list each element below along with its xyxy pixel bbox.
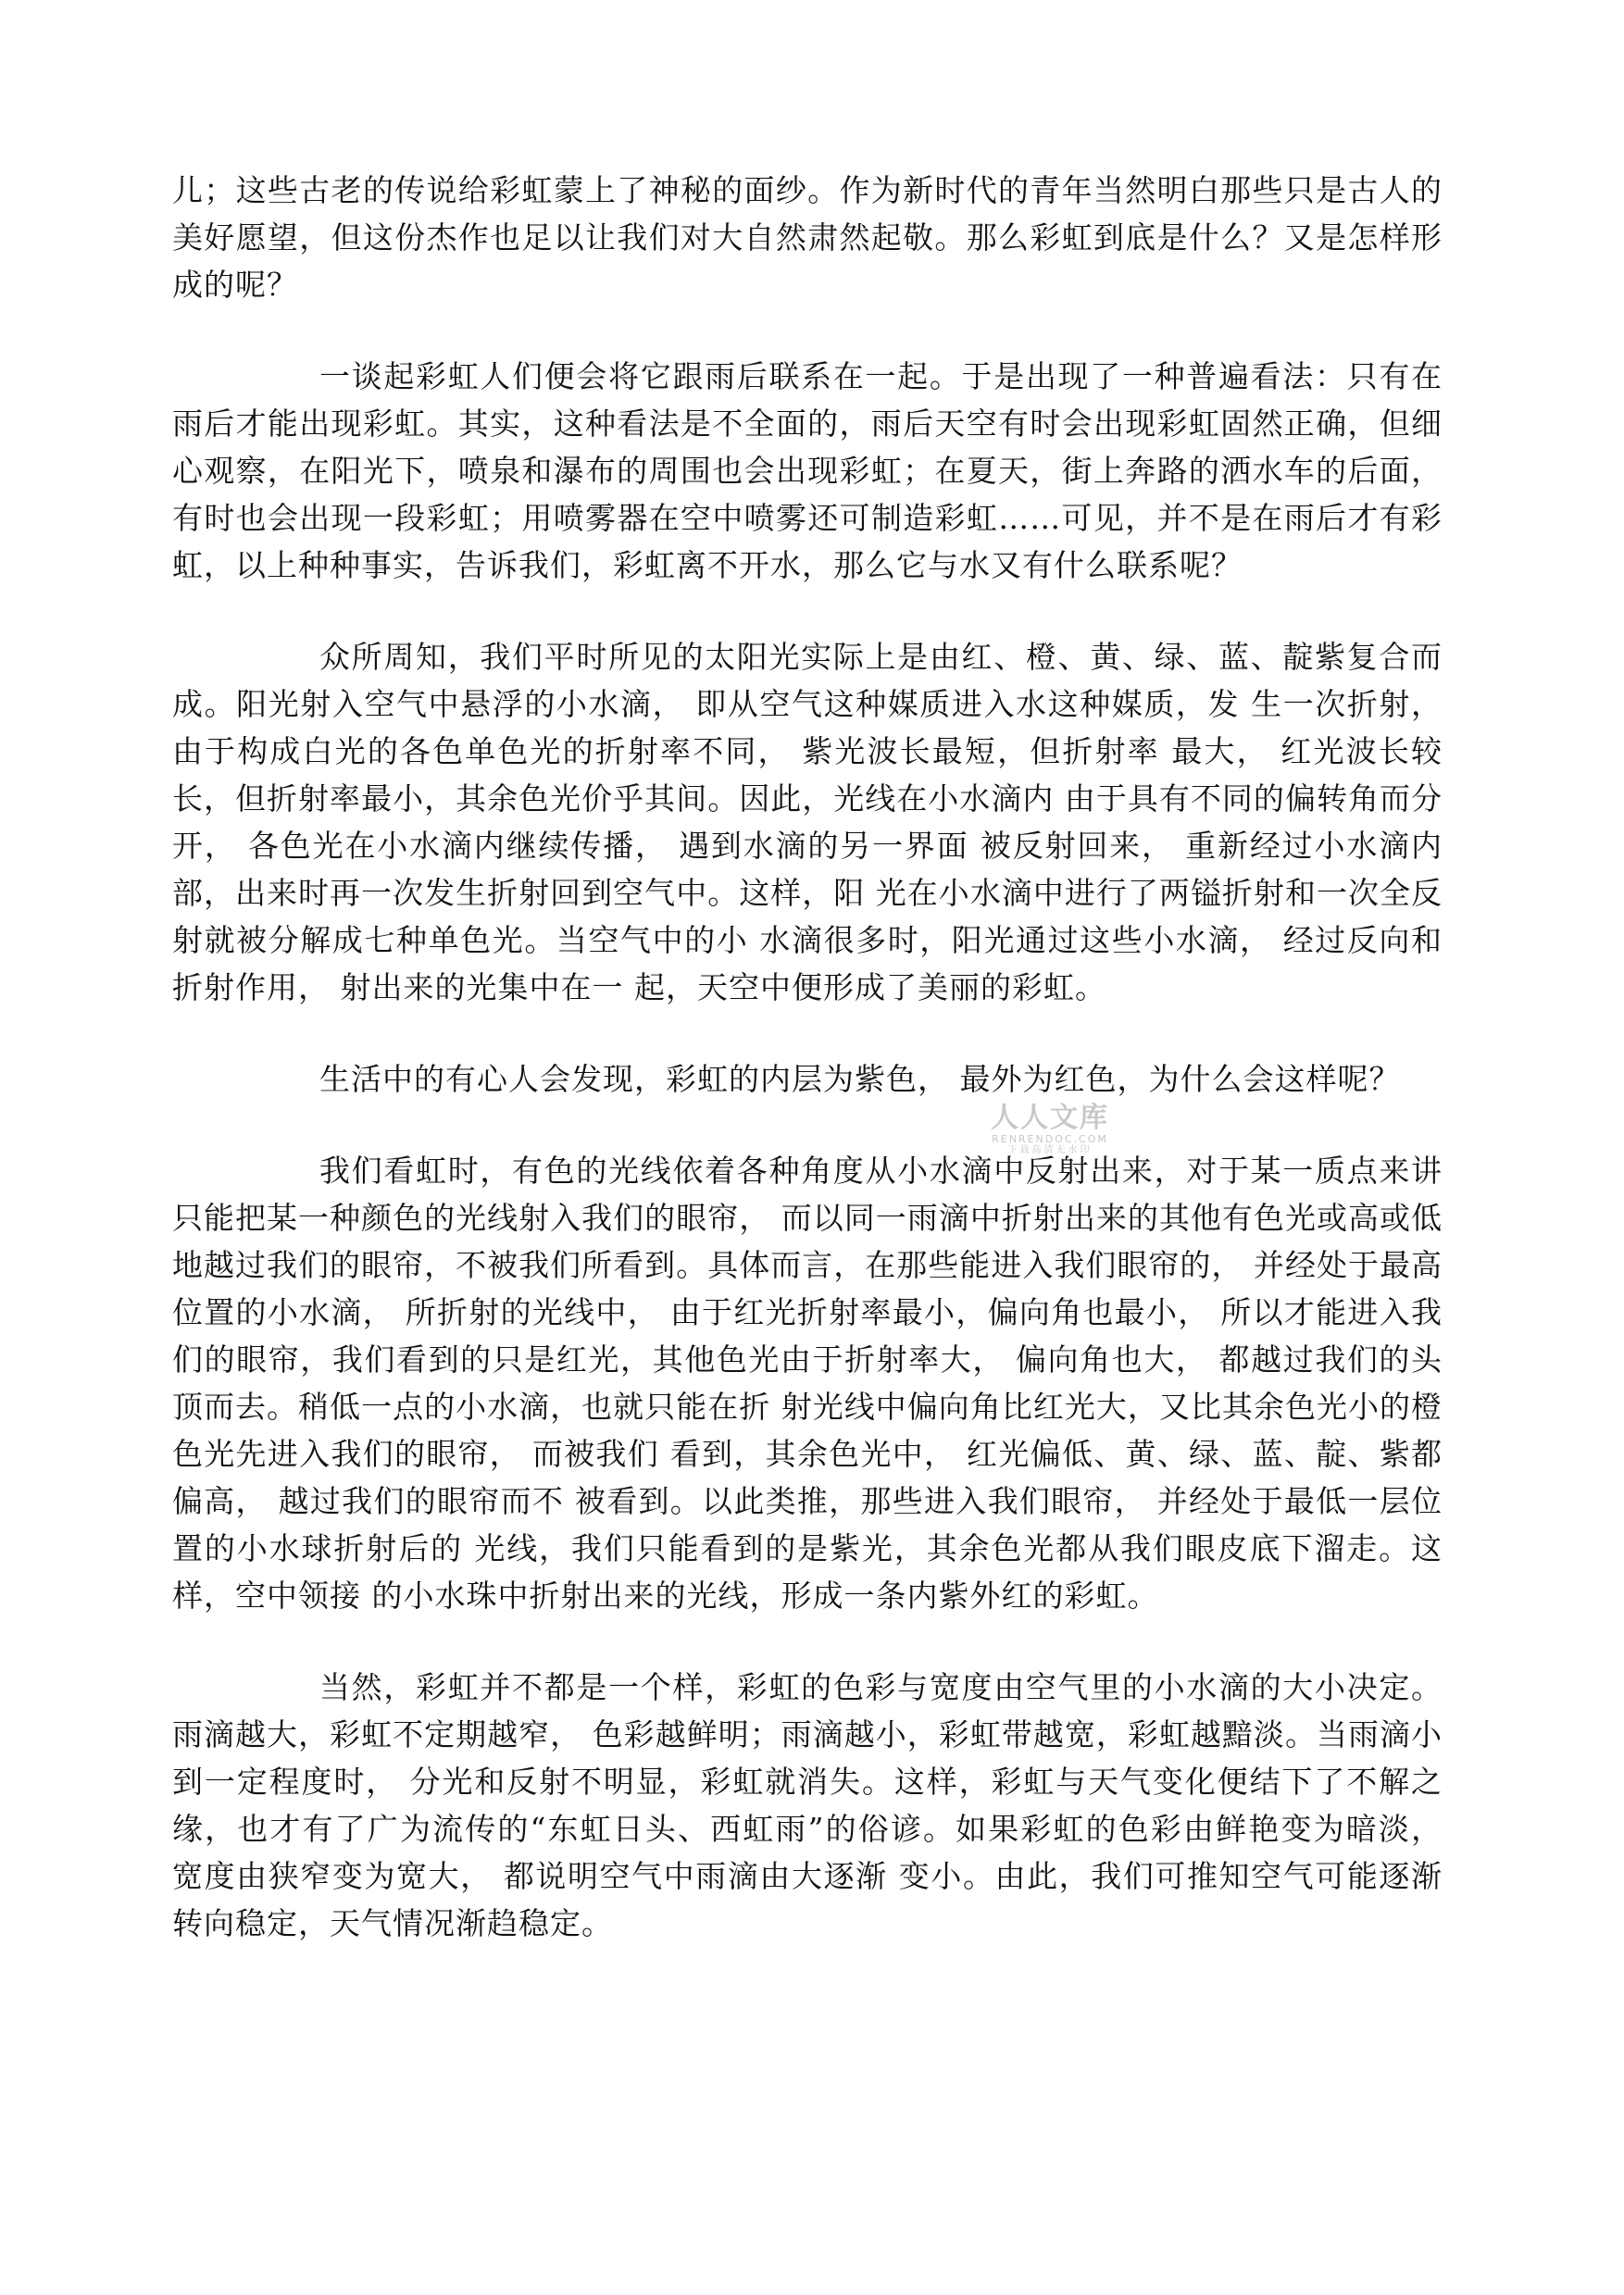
paragraph-6: 当然，彩虹并不都是一个样，彩虹的色彩与宽度由空气里的小水滴的大小决定。雨滴越大，彩虹不定期越窄， 色彩越鲜明；雨滴越小，彩虹带越宽，彩虹越黯淡。当雨滴小到一定程度时， 分光和反射不明显，彩虹就消失。这样，彩虹与天气变化便结下了不解之缘，也才有了广为流传的“东虹日头、西虹雨”的俗谚。如果彩虹的色彩由鲜艳变为暗淡， 宽度由狭窄变为宽大， 都说明空气中雨滴由大逐渐 变小。由此，我们可推知空气可能逐渐转向稳定，天气情况渐趋稳定。 <box>172 1669 1443 1941</box>
paragraph-4: 生活中的有心人会发现，彩虹的内层为紫色， 最外为红色，为什么会这样呢？ <box>319 1061 1401 1097</box>
watermark-url: RENRENDOC.COM <box>992 1133 1108 1145</box>
paragraph-2: 一谈起彩虹人们便会将它跟雨后联系在一起。于是出现了一种普遍看法：只有在雨后才能出现彩虹。其实，这种看法是不全面的，雨后天空有时会出现彩虹固然正确，但细心观察，在阳光下，喷泉和瀑布的周围也会出现彩虹；在夏天，街上奔路的洒水车的后面，有时也会出现一段彩虹；用喷雾器在空中喷雾还可制造彩虹……可见，并不是在雨后才有彩虹，以上种种事实，告诉我们，彩虹离不开水，那么它与水又有什么联系呢？ <box>172 358 1443 583</box>
document-body <box>172 167 1443 1991</box>
watermark-tagline: 下载高清无水印 <box>1007 1145 1093 1155</box>
watermark-logo: 人人文库 <box>991 1102 1109 1134</box>
watermark <box>976 1104 1124 1156</box>
paragraph-1: 儿；这些古老的传说给彩虹蒙上了神秘的面纱。作为新时代的青年当然明白那些只是古人的美好愿望，但这份杰作也足以让我们对大自然肃然起敬。那么彩虹到底是什么？又是怎样形成的呢？ <box>172 172 1443 303</box>
paragraph-3: 众所周知，我们平时所见的太阳光实际上是由红、橙、黄、绿、蓝、靛紫复合而成。阳光射入空气中悬浮的小水滴， 即从空气这种媒质进入水这种媒质，发 生一次折射， 由于构成白光的各色单色光的折射率不同， 紫光波长最短，但折射率 最大， 红光波长较长，但折射率最小，其余色光价乎其间。因此，光线在小水滴内 由于具有不同的偏转角而分开， 各色光在小水滴内继续传播， 遇到水滴的另一界面 被反射回来， 重新经过小水滴内部，出来时再一次发生折射回到空气中。这样，阳 光在小水滴中进行了两镒折射和一次全反射就被分解成七种单色光。当空气中的小 水滴很多时，阳光通过这些小水滴， 经过反向和折射作用， 射出来的光集中在一 起，天空中便形成了美丽的彩虹。 <box>172 639 1443 1005</box>
paragraph-5: 我们看虹时，有色的光线依着各种角度从小水滴中反射出来，对于某一质点来讲只能把某一种颜色的光线射入我们的眼帘， 而以同一雨滴中折射出来的其他有色光或高或低地越过我们的眼帘，不被我们所看到。具体而言，在那些能进入我们眼帘的， 并经处于最高位置的小水滴， 所折射的光线中， 由于红光折射率最小，偏向角也最小， 所以才能进入我们的眼帘，我们看到的只是红光，其他色光由于折射率大， 偏向角也大， 都越过我们的头顶而去。稍低一点的小水滴，也就只能在折 射光线中偏向角比红光大，又比其余色光小的橙色光先进入我们的眼帘， 而被我们 看到，其余色光中， 红光偏低、黄、绿、蓝、靛、紫都偏高， 越过我们的眼帘而不 被看到。以此类推，那些进入我们眼帘， 并经处于最低一层位置的小水球折射后的 光线，我们只能看到的是紫光，其余色光都从我们眼皮底下溜走。这样，空中领接 的小水珠中折射出来的光线，形成一条内紫外红的彩虹。 <box>172 1153 1443 1614</box>
